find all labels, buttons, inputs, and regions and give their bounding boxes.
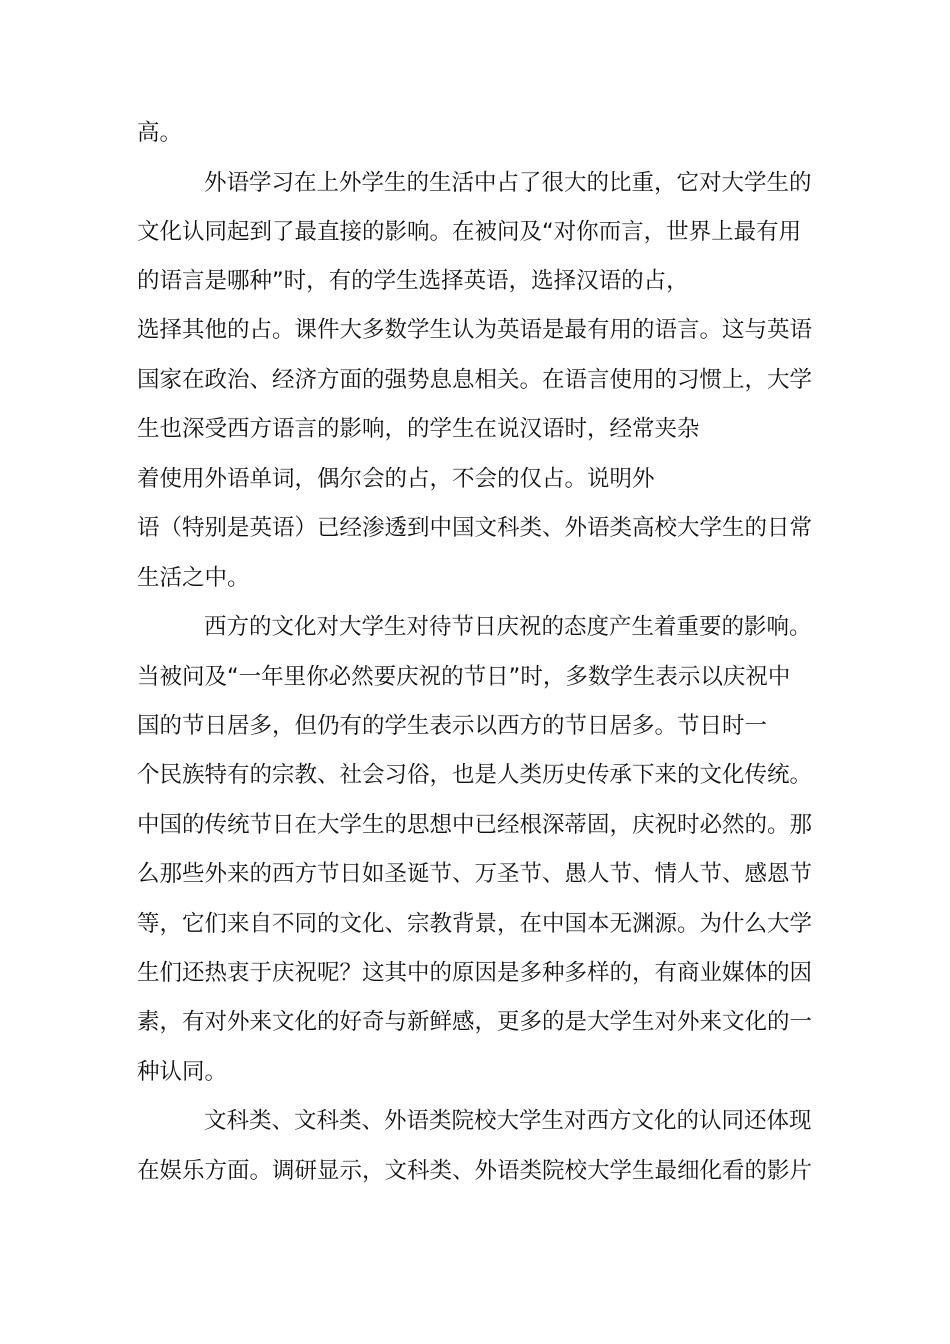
text-line: 素，有对外来文化的好奇与新鲜感，更多的是大学生对外来文化的一 [137,1009,813,1035]
text-line: 个民族特有的宗教、社会习俗，也是人类历史传承下来的文化传统。 [137,762,813,788]
text-line: 的语言是哪种”时，有的学生选择英语，选择汉语的占， [137,268,689,294]
text-line: 当被问及“一年里你必然要庆祝的节日”时，多数学生表示以庆祝中 [137,664,791,690]
text-line: 等，它们来自不同的文化、宗教背景，在中国本无渊源。为什么大学 [137,911,813,937]
text-line: 么那些外来的西方节日如圣诞节、万圣节、愚人节、情人节、感恩节 [137,861,813,887]
text-line: 着使用外语单词，偶尔会的占，不会的仅占。说明外 [137,466,655,492]
text-line: 在娱乐方面。调研显示，文科类、外语类院校大学生最细化看的影片 [137,1158,813,1184]
text-line: 外语学习在上外学生的生活中占了很大的比重，它对大学生的 [204,170,812,196]
text-line: 语（特别是英语）已经渗透到中国文科类、外语类高校大学生的日常 [137,515,813,541]
text-line: 国家在政治、经济方面的强势息息相关。在语言使用的习惯上，大学 [137,367,813,393]
text-line: 生也深受西方语言的影响，的学生在说汉语时，经常夹杂 [137,416,700,442]
text-line: 种认同。 [137,1059,228,1085]
text-line: 生们还热衷于庆祝呢？这其中的原因是多种多样的，有商业媒体的因 [137,960,813,986]
text-line: 文科类、文科类、外语类院校大学生对西方文化的认同还体现 [204,1108,812,1134]
text-line: 中国的传统节日在大学生的思想中已经根深蒂固，庆祝时必然的。那 [137,812,813,838]
text-line: 高。 [137,120,183,146]
text-line: 西方的文化对大学生对待节日庆祝的态度产生着重要的影响。 [204,614,812,640]
text-line: 选择其他的占。课件大多数学生认为英语是最有用的语言。这与英语 [137,317,813,343]
text-line: 国的节日居多，但仍有的学生表示以西方的节日居多。节日时一 [137,713,768,739]
text-line: 文化认同起到了最直接的影响。在被问及“对你而言，世界上最有用 [137,219,802,245]
text-line: 生活之中。 [137,565,250,591]
